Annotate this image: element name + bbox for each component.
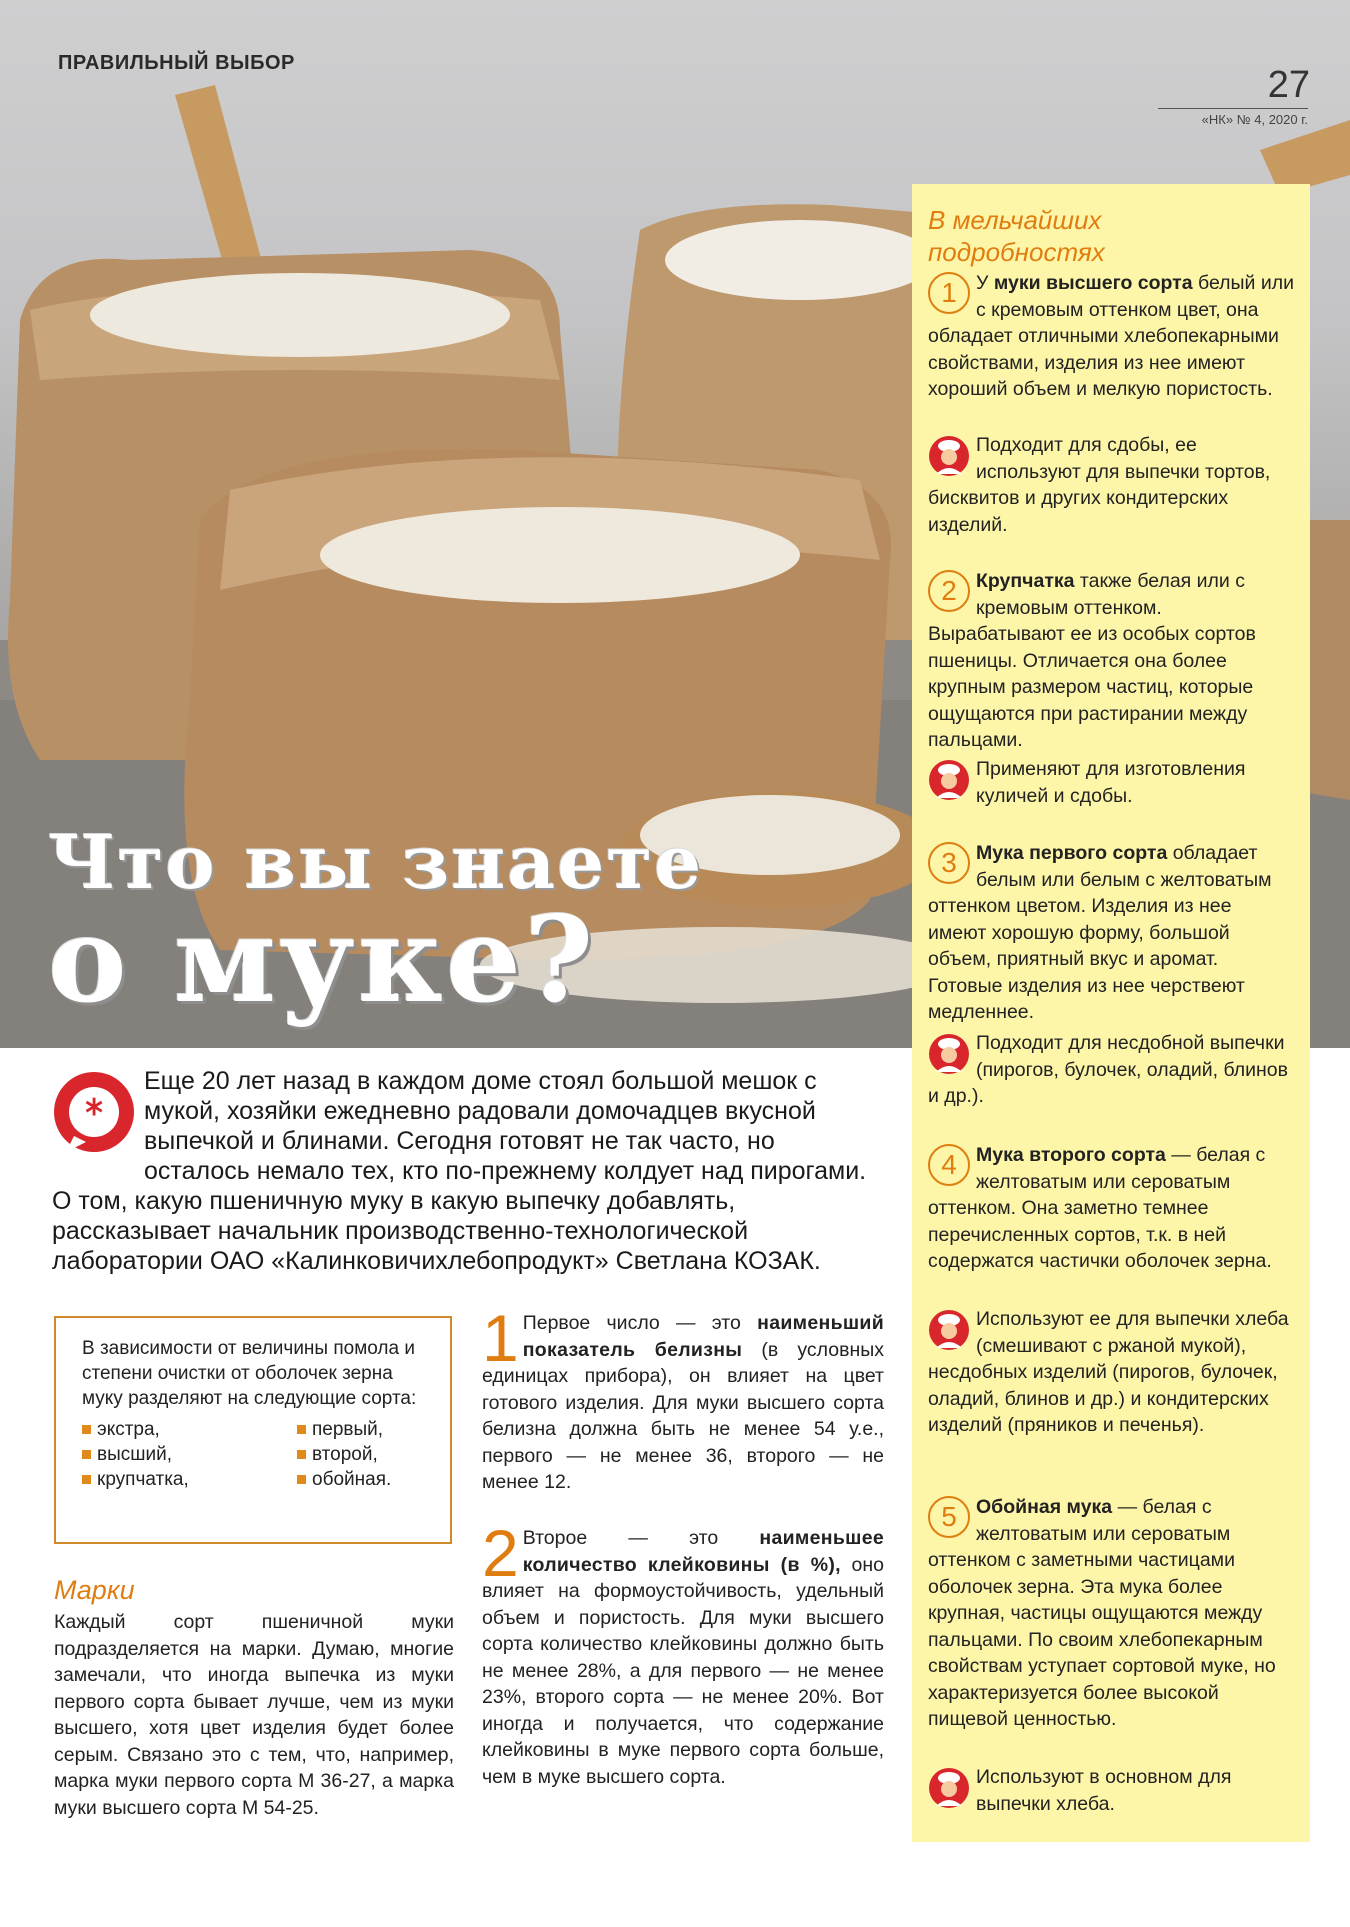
- note-text: Подходит для несдобной выпечки (пирогов, булочек, оладий, блинов и др.).: [928, 1032, 1288, 1107]
- number-badge: 1: [928, 272, 970, 314]
- drop-numeral: 2: [482, 1516, 519, 1590]
- item-text: также белая или с кремовым оттенком. Вырабатывают ее из особых сортов пшеницы. Отличается она более крупным размером частиц, которые ощущаются при растирании между пальцами.: [928, 570, 1256, 751]
- number-badge: 4: [928, 1144, 970, 1186]
- svg-text:*: *: [85, 1091, 103, 1135]
- sidebar-heading-line: подробностях: [928, 237, 1105, 267]
- title-line-1: Что вы знаете: [48, 820, 704, 906]
- marki-text: Каждый сорт пшеничной муки подразделяется на марки. Думаю, многие замечали, что иногда выпечка из муки первого сорта бывает лучше, чем из муки высшего, хотя цвет изделия будет более серым. Связано это с тем, что, например, марка муки первого сорта М 36-27, а марка муки высшего сорта М 54-25.: [54, 1611, 454, 1819]
- grade-item: обойная.: [297, 1467, 424, 1492]
- grade-item: первый,: [297, 1417, 424, 1442]
- number-badge: 5: [928, 1496, 970, 1538]
- para-bold: наименьший показатель белизны: [522, 1312, 884, 1361]
- chef-icon: [928, 758, 970, 802]
- sidebar-item: [928, 840, 1294, 1026]
- item-bold: муки высшего сорта: [993, 272, 1193, 294]
- note-text: Используют в основном для выпечки хлеба.: [976, 1766, 1232, 1815]
- item-text: — белая с желтоватым или сероватым оттенком с заметными частицами оболочек зерна. Эта мука более крупная, частицы ощущаются между пальцами. По своим хлебопекарным свойствам уступает сортовой муке, но характеризуется более высокой пищевой ценностью.: [928, 1496, 1276, 1730]
- para-text: оно влияет на формоустойчивость, удельный объем и пористость. Для муки высшего сорта количество клейковины должно быть не менее 28%, а для первого — не менее 23%, второго сорта — не менее 20%. Вот иногда и получается, что содержание клейковины в муке первого сорта больше, чем в муке высшего сорта.: [482, 1553, 884, 1788]
- item-text: обладает белым или белым с желтоватым оттенком цветом. Изделия из нее имеют хорошую форму, большой объем, приятный вкус и аромат. Готовые изделия из нее черствеют медленнее.: [928, 842, 1272, 1023]
- flour-grades-box: [54, 1316, 452, 1544]
- grade-item: крупчатка,: [82, 1467, 297, 1492]
- item-bold: Обойная мука: [976, 1496, 1113, 1518]
- usage-note: [928, 756, 1294, 809]
- issue-info: «НК» № 4, 2020 г.: [1201, 112, 1308, 127]
- chef-icon: [928, 1766, 970, 1810]
- usage-note: [928, 1030, 1294, 1110]
- intro-paragraph: [52, 1066, 882, 1276]
- speech-bubble-icon: [52, 1066, 144, 1158]
- chef-icon: [928, 1032, 970, 1076]
- sidebar-heading-line: В мельчайших: [928, 205, 1102, 235]
- item-bold: Крупчатка: [976, 570, 1075, 592]
- para-text: Второе — это: [522, 1527, 760, 1549]
- sidebar-heading: [928, 204, 1105, 268]
- item-bold: Мука первого сорта: [976, 842, 1168, 864]
- usage-note: [928, 432, 1294, 538]
- sidebar-item: [928, 1142, 1294, 1275]
- marki-heading: Марки: [54, 1575, 135, 1605]
- gluten-paragraph: [482, 1516, 884, 1790]
- item-text: белый или с кремовым оттенком цвет, она обладает отличными хлебопекарными свойствами, изделия из нее имеют хороший объем и мелкую пористость.: [928, 272, 1295, 400]
- grade-item: второй,: [297, 1442, 424, 1467]
- note-text: Подходит для сдобы, ее используют для выпечки тортов, бисквитов и других кондитерских изделий.: [928, 434, 1271, 536]
- note-text: Применяют для изготовления куличей и сдобы.: [976, 758, 1246, 807]
- sidebar-item: [928, 1494, 1294, 1733]
- item-text: — белая с желтоватым или сероватым оттенком. Она заметно темнее перечисленных сортов, т.к. в ней содержатся частички оболочек зерна.: [928, 1144, 1272, 1272]
- drop-numeral: 1: [482, 1301, 519, 1375]
- whiteness-paragraph: [482, 1301, 884, 1496]
- number-badge: 2: [928, 570, 970, 612]
- grades-list: [82, 1417, 424, 1492]
- sidebar-item: [928, 568, 1294, 754]
- para-bold: наименьшее количество клейковины (в %),: [522, 1527, 884, 1576]
- grade-item: экстра,: [82, 1417, 297, 1442]
- chef-icon: [928, 1308, 970, 1352]
- usage-note: [928, 1306, 1294, 1439]
- item-text: У: [976, 272, 994, 294]
- grades-lead: В зависимости от величины помола и степени очистки от оболочек зерна муку разделяют на следующие сорта:: [82, 1338, 417, 1409]
- page-number: 27: [1267, 64, 1310, 106]
- intro-text: Еще 20 лет назад в каждом доме стоял большой мешок с мукой, хозяйки ежедневно радовали домочадцев вкусной выпечкой и блинами. Сегодня готовят не так часто, но осталось немало тех, кто по-прежнему колдует над пирогами. О том, какую пшеничную муку в какую выпечку добавлять, рассказывает начальник производственно-технологической лаборатории ОАО «Калинковичихлебопродукт» Светлана КОЗАК.: [52, 1067, 867, 1275]
- chef-icon: [928, 434, 970, 478]
- item-bold: Мука второго сорта: [976, 1144, 1166, 1166]
- usage-note: [928, 1764, 1294, 1817]
- grade-item: высший,: [82, 1442, 297, 1467]
- title-line-2: о муке?: [48, 890, 597, 1029]
- number-badge: 3: [928, 842, 970, 884]
- sidebar-item: [928, 270, 1294, 403]
- para-text: (в условных единицах прибора), он влияет на цвет готового изделия. Для муки высшего сорта белизна должна быть не менее 54 у.е., первого — не менее 36, второго — не менее 12.: [482, 1338, 884, 1493]
- para-text: Первое число — это: [522, 1312, 758, 1334]
- section-rubric: ПРАВИЛЬНЫЙ ВЫБОР: [58, 52, 295, 74]
- note-text: Используют ее для выпечки хлеба (смешивают с ржаной мукой), несдобных изделий (пирогов, булочек, оладий, блинов и др.) и кондитерских изделий (пряников и печенья).: [928, 1308, 1289, 1436]
- issue-divider: [1158, 108, 1308, 109]
